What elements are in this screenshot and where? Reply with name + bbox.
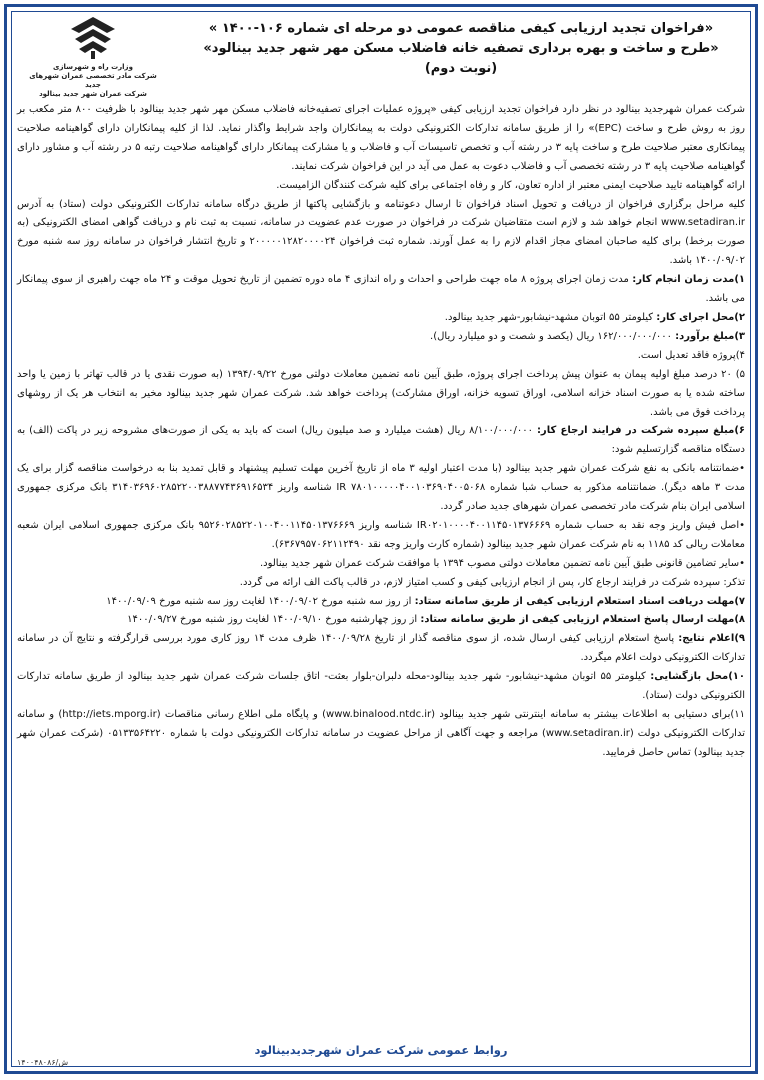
notice-item — [17, 460, 745, 517]
public-relations-signature: روابط عمومی شرکت عمران شهرجدیدبینالود — [254, 1043, 508, 1057]
title-line-1: «فراخوان تجدید ارزیابی کیفی مناقصه عمومی دو مرحله ای شماره ۱۰۶-۱۴۰۰ » — [208, 21, 714, 36]
notice-item — [17, 422, 745, 460]
notice-item — [17, 611, 745, 630]
notice-item — [17, 630, 745, 668]
logo-line-1: وزارت راه و شهرسازی — [53, 63, 133, 71]
item-label: ۸)مهلت ارسال پاسخ استعلام ارزیابی کیفی از طریق سامانه ستاد: — [420, 614, 745, 626]
notice-item — [17, 668, 745, 706]
item-text: •اصل فیش واریز وجه نقد به حساب شماره IR۰۲۰۱۰۰۰۰۴۰۰۱۱۴۵۰۱۳۷۶۶۶۹ شناسه واریز ۹۵۲۶۰۲۸۵۲۲۰۱۰۰۴۰۰۱۱۴۵۰۱۳۷۶۶۶۹ بانک مرکزی جمهوری اسلامی ایران شعبه معاملات ریالی کد ۱۱۸۵ به نام شرکت عمران شهر جدید بینالود (شماره کارت واریز وجه نقد ۶۳۶۷۹۵۷۰۶۲۱۱۲۴۹۰). — [17, 519, 745, 550]
notice-frame — [4, 4, 758, 1074]
notice-title — [181, 19, 741, 79]
item-label: ۷)مهلت دریافت اسناد استعلام ارزیابی کیفی از طریق سامانه ستاد: — [414, 595, 745, 607]
notice-code: ۱۴۰۰۴۸۰۸۶/ش — [17, 1058, 69, 1067]
item-label: ۱)مدت زمان انجام کار: — [632, 274, 746, 286]
ministry-logo — [23, 15, 163, 107]
notice-item — [17, 706, 745, 763]
notice-item — [17, 347, 745, 366]
item-label: ۳)مبلغ برآورد: — [675, 330, 745, 342]
item-label: ۶)مبلغ سپرده شرکت در فرایند ارجاع کار: — [536, 425, 745, 437]
item-text: پاسخ استعلام ارزیابی کیفی ارسال شده، از سوی مناقصه گذار از تاریخ ۱۴۰۰/۰۹/۲۸ ظرف مدت ۱۴ روز کاری مورد بررسی قرارگرفته و نتایج آن در سامانه تدارکات الکترونیکی دولت اعلام میگردد. — [17, 633, 745, 664]
logo-emblem-icon — [63, 15, 123, 61]
item-label: ۹)اعلام نتایج: — [678, 633, 745, 645]
item-text: •ضمانتنامه بانکی به نفع شرکت عمران شهر جدید بینالود (با مدت اعتبار اولیه ۳ ماه از تاریخ آخرین مهلت تسلیم پیشنهاد و قابل تمدید بنا به درخواست مناقصه گزار برای یک مدت ۳ ماهه دیگر). ضمانتنامه مذکور به حساب شبا شماره IR ۷۸۰۱۰۰۰۰۰۴۰۰۱۰۳۶۹۰۴۰۰۵۰۶۸ شناسه واریز ۳۱۴۰۳۶۹۶۰۲۸۵۲۲۰۰۳۸۸۷۷۴۳۶۹۱۶۵۳۴ بانک مرکزی جمهوری اسلامی ایران بنام شرکت مادر تخصصی عمران شهرهای جدید صادر گردد. — [17, 463, 745, 513]
item-text: ۱۱)برای دستیابی به اطلاعات بیشتر به سامانه اینترنتی شهر جدید بینالود (www.binalood.ntdc.ir) و پایگاه ملی اطلاع رسانی مناقصات (http://iets.mporg.ir) و سامانه تدارکات الکترونیکی دولت (www.setadiran.ir) مراجعه و جهت آگاهی از مراحل عضویت در سامانه تدارکات الکترونیکی دولت با شماره ۰۵۱۳۳۵۶۴۲۲۰ (شرکت عمران شهر جدید بینالود) تماس حاصل فرمایید. — [17, 709, 746, 758]
notice-item — [17, 309, 745, 328]
item-text: از روز چهارشنبه مورخ ۱۴۰۰/۰۹/۱۰ لغایت روز شنبه مورخ ۱۴۰۰/۰۹/۲۷ — [127, 614, 421, 626]
safety-paragraph: ارائه گواهینامه تایید صلاحیت ایمنی معتبر از اداره تعاون، کار و رفاه اجتماعی برای کلیه شرکت کنندگان الزامیست. — [276, 179, 745, 191]
item-text: •سایر تضامین قانونی طبق آیین نامه تضمین معاملات دولتی مصوب ۱۳۹۴ با موافقت شرکت عمران شهر جدید بینالود. — [259, 557, 745, 569]
logo-line-2: شرکت مادر تخصصی عمران شهرهای جدید — [29, 72, 157, 89]
item-text: کیلومتر ۵۵ اتوبان مشهد-نیشابور- شهر جدید بینالود-محله دلبران-بلوار بعثت- اتاق جلسات شرکت عمران شهر جدید بینالود از طریق سامانه تدارکات الکترونیکی دولت (ستاد). — [17, 671, 745, 702]
notice-item — [17, 574, 745, 593]
notice-body — [17, 101, 745, 763]
logo-line-3: شرکت عمران شهر جدید بینالود — [39, 90, 147, 98]
notice-item — [17, 593, 745, 612]
item-label: ۲)محل اجرای کار: — [656, 311, 745, 323]
item-text: ۱۶۲/۰۰۰/۰۰۰/۰۰۰ ریال (یکصد و شصت و دو میلیارد ریال). — [430, 330, 676, 342]
title-line-3: (نوبت دوم) — [424, 61, 498, 76]
notice-item — [17, 366, 745, 423]
title-line-2: «طرح و ساخت و بهره برداری تصفیه خانه فاضلاب مسکن مهر شهر جدید بینالود» — [203, 41, 719, 56]
notice-item — [17, 517, 745, 555]
item-text: تذکر: سپرده شرکت در فرایند ارجاع کار، پس از انجام ارزیابی کیفی و کسب امتیاز لازم، در قالب پاکت الف ارائه می گردد. — [239, 576, 745, 588]
item-label: ۱۰)محل بازگشایی: — [650, 671, 745, 683]
notice-item — [17, 555, 745, 574]
intro-paragraph: شرکت عمران شهرجدید بینالود در نظر دارد فراخوان تجدید ارزیابی کیفی «پروژه عملیات اجرای تصفیه‌خانه فاضلاب مسکن مهر شهر جدید بینالود با ظرفیت ۸۰۰ متر مکعب بر روز به روش طرح و ساخت (EPC)» را از طریق سامانه تدارکات الکترونیکی دولت به پیمانکاران واجد شرایط واگذار نماید. لذا از کلیه پیمانکاران دارای گواهینامه صلاحیت پیمانکاری معتبر صلاحیت طرح و ساخت پایه ۳ در رشته آب و تخصص تاسیسات آب و فاضلاب و یا مشارکت پیمانکار دارای گواهینامه صلاحیت رتبه ۵ در رشته آب و مشاور دارای گواهینامه صلاحیت پایه ۳ در رشته تخصصی آب و فاضلاب دعوت به عمل می آید در این فراخوان شرکت نمایند. — [17, 104, 745, 172]
item-text: از روز سه شنبه مورخ ۱۴۰۰/۰۹/۰۲ لغایت روز سه شنبه مورخ ۱۴۰۰/۰۹/۰۹ — [106, 595, 415, 607]
item-text: مدت زمان اجرای پروژه ۸ ماه جهت طراحی و احداث و راه اندازی ۴ ماه دوره تضمین از تاریخ تحویل موقت و ۲۴ ماه جهت راهبری از سوی پیمانکار می باشد. — [17, 274, 745, 305]
item-text: ۸/۱۰۰/۰۰۰/۰۰۰ ریال (هشت میلیارد و صد میلیون ریال) است که باید به یکی از صورت‌های مشروحه زیر در پاکت (الف) به دستگاه مناقصه گزارتسلیم شود: — [17, 425, 745, 456]
item-text: ۵) ۲۰ درصد مبلغ اولیه پیمان به عنوان پیش پرداخت اجرای پروژه، طبق آیین نامه تضمین معاملات دولتی مورخ ۱۳۹۴/۰۹/۲۲ (به صورت نقدی یا در قالب تهاتر با زمین یا واحد ساخته شده یا به صورت اسناد خزانه اسلامی، اوراق تسویه خزانه، اوراق مشارکت) پرداخت خواهد شد. شرکت عمران شهر جدید بینالود مخیر به انتخاب هر یک از روشهای پرداخت فوق می باشد. — [17, 368, 746, 418]
notice-item — [17, 271, 745, 309]
notice-item — [17, 328, 745, 347]
item-text: ۴)پروژه فاقد تعدیل است. — [637, 349, 745, 361]
item-text: کیلومتر ۵۵ اتوبان مشهد-نیشابور-شهر جدید بینالود. — [444, 311, 657, 323]
notice-items — [17, 271, 745, 763]
process-paragraph: کلیه مراحل برگزاری فراخوان از دریافت و تحویل اسناد فراخوان تا ارسال دعوتنامه و بازگشایی پاکتها از طریق درگاه سامانه تدارکات الکترونیکی دولت (ستاد) به آدرس www.setadiran.ir انجام خواهد شد و لازم است متقاضیان شرکت در فراخوان در صورت عدم عضویت در سامانه، نسبت به ثبت نام و دریافت گواهی امضای الکترونیکی (به صورت برخط) برای کلیه صاحبان امضای مجاز اقدام لازم را به عمل آورند. شماره ثبت فراخوان ۲۰۰۰۰۰۱۲۸۲۰۰۰۰۲۴ و تاریخ انتشار فراخوان در سامانه روز سه شنبه مورخ ۱۴۰۰/۰۹/۰۲ باشد. — [17, 198, 745, 267]
